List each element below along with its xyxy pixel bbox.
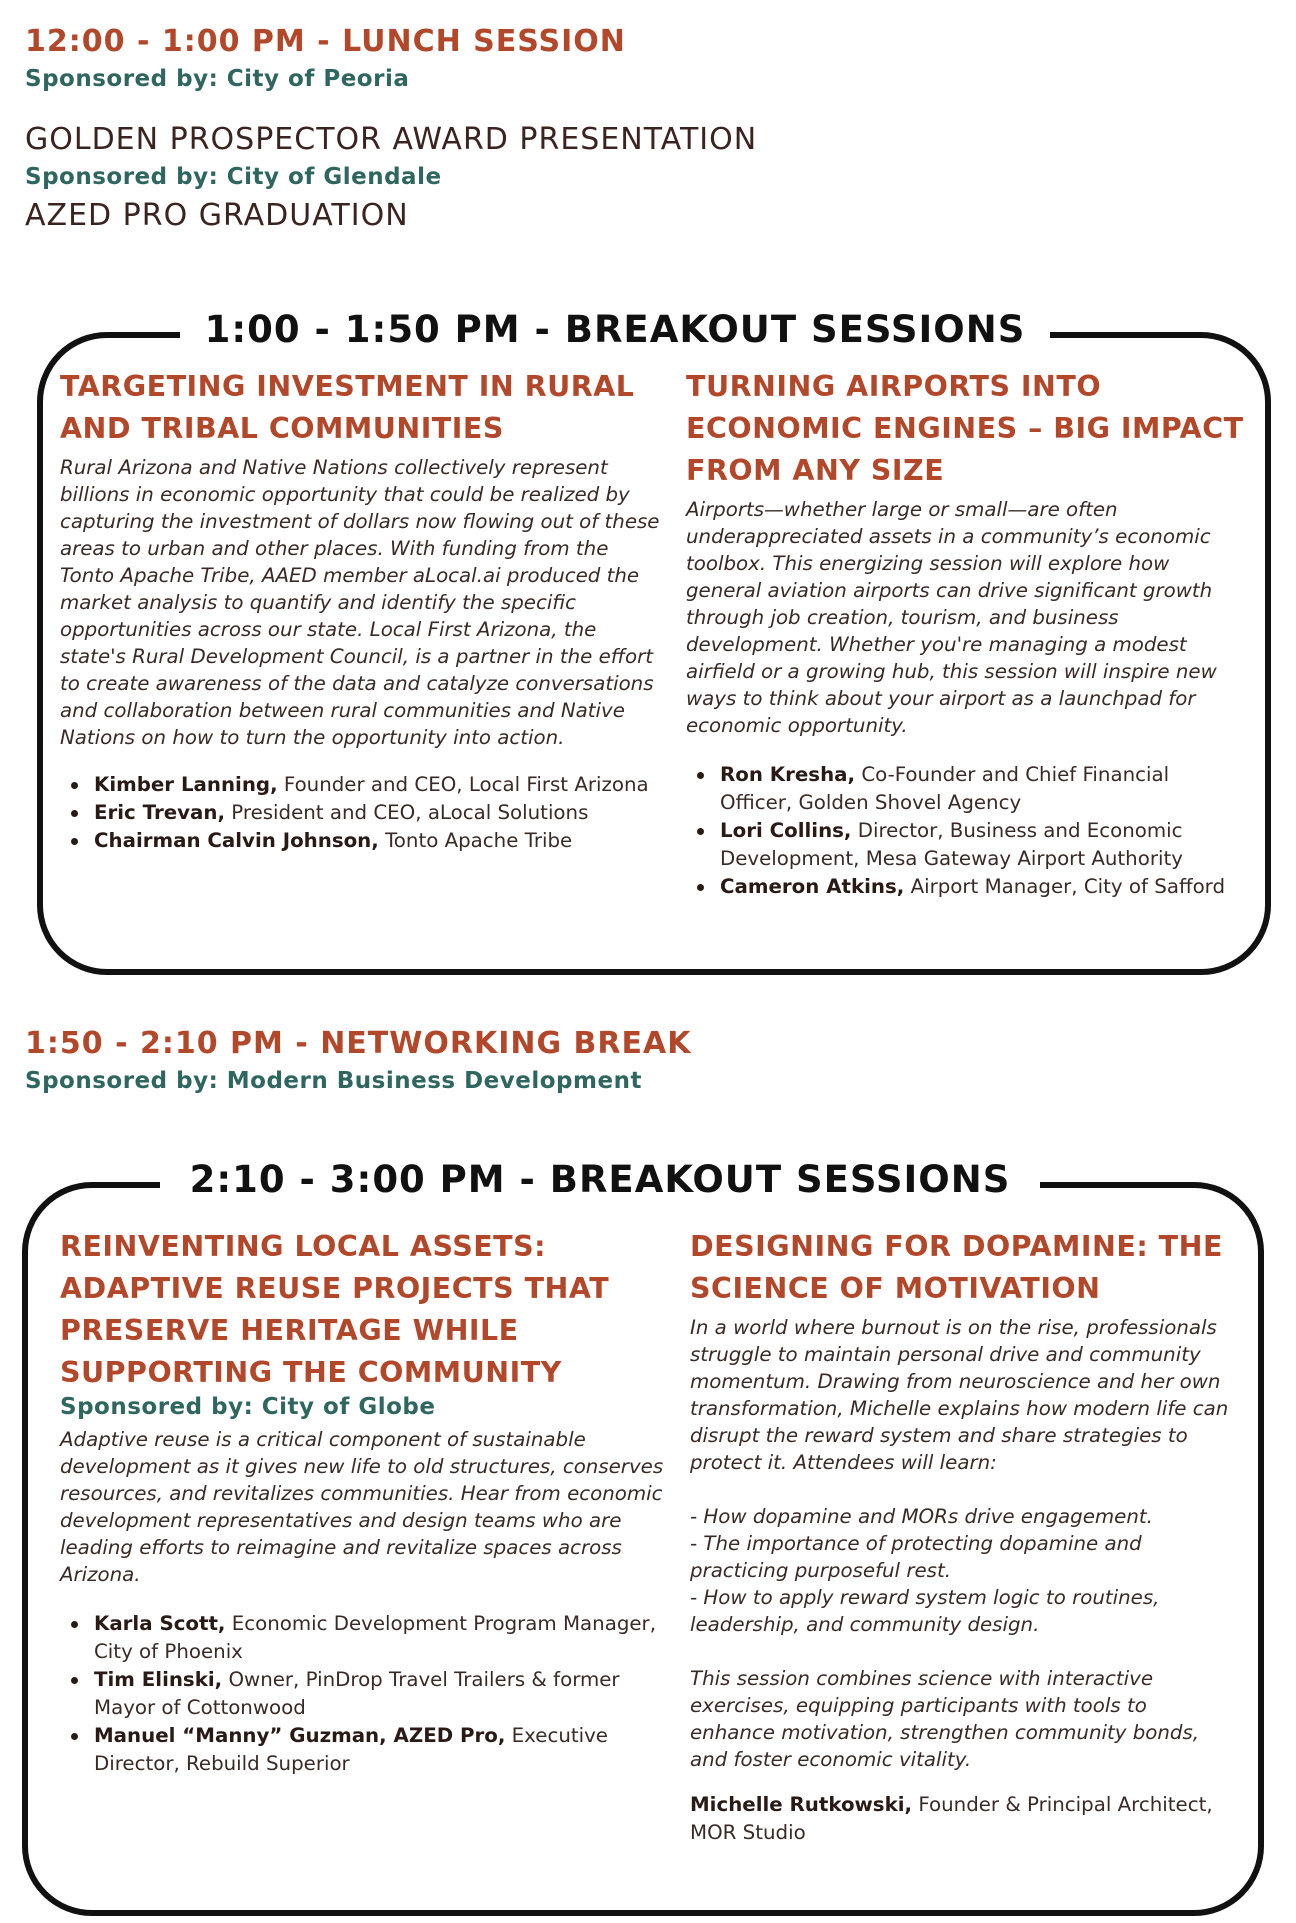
- graduation-title: AZED PRO GRADUATION: [25, 198, 409, 233]
- session-rural-investment: [60, 366, 660, 855]
- networking-time-heading: 1:50 - 2:10 PM - NETWORKING BREAK: [25, 1026, 692, 1061]
- lunch-time-heading: 12:00 - 1:00 PM - LUNCH SESSION: [25, 24, 626, 59]
- speaker-item: Chairman Calvin Johnson, Tonto Apache Tribe: [60, 827, 660, 855]
- session-adaptive-reuse: [60, 1226, 670, 1778]
- speaker-item: Tim Elinski, Owner, PinDrop Travel Trailers & former Mayor of Cottonwood: [60, 1666, 670, 1722]
- session-intro: In a world where burnout is on the rise, professionals struggle to maintain personal drive and community momentum. Drawing from neuroscience and her own transformation, Michelle explains how modern life can disrupt the reward system and share strategies to protect it. Attendees will learn:: [690, 1316, 1229, 1474]
- speaker-list: [60, 771, 660, 855]
- speaker-item: Kimber Lanning, Founder and CEO, Local First Arizona: [60, 771, 660, 799]
- breakout-2-title: 2:10 - 3:00 PM - BREAKOUT SESSIONS: [160, 1154, 1040, 1206]
- breakout-1-title: 1:00 - 1:50 PM - BREAKOUT SESSIONS: [180, 304, 1050, 356]
- session-description: Airports—whether large or small—are often underappreciated assets in a community’s economic toolbox. This energizing session will explore how general aviation airports can drive significant growth through job creation, tourism, and business development. Whether you're managing a modest airfield or a growing hub, this session will inspire new ways to think about your airport as a launchpad for economic opportunity.: [686, 498, 1217, 737]
- session-title: TURNING AIRPORTS INTO ECONOMIC ENGINES – BIG IMPACT FROM ANY SIZE: [686, 370, 1244, 487]
- award-sponsor: Sponsored by: City of Glendale: [25, 164, 442, 190]
- learning-point: - How dopamine and MORs drive engagement.: [690, 1505, 1153, 1528]
- session-description: Rural Arizona and Native Nations collectively represent billions in economic opportunity that could be realized by capturing the investment of dollars now flowing out of these areas to urban and other places. With funding from the Tonto Apache Tribe, AAED member aLocal.ai produced the market analysis to quantify and identify the specific opportunities across our state. Local First Arizona, the state's Rural Development Council, is a partner in the effort to create awareness of the data and catalyze conversations and collaboration between rural communities and Native Nations on how to turn the opportunity into action.: [60, 456, 660, 749]
- session-sponsor: Sponsored by: City of Globe: [60, 1394, 436, 1420]
- learning-point: - How to apply reward system logic to routines, leadership, and community design.: [690, 1586, 1160, 1636]
- speaker-item: Cameron Atkins, Airport Manager, City of Safford: [686, 873, 1246, 901]
- session-title: TARGETING INVESTMENT IN RURAL AND TRIBAL COMMUNITIES: [60, 370, 635, 445]
- session-speaker: Michelle Rutkowski, Founder & Principal Architect, MOR Studio: [690, 1793, 1213, 1844]
- learning-point: - The importance of protecting dopamine and practicing purposeful rest.: [690, 1532, 1142, 1582]
- speaker-item: Manuel “Manny” Guzman, AZED Pro, Executive Director, Rebuild Superior: [60, 1722, 670, 1778]
- speaker-list: [686, 761, 1246, 901]
- session-title: REINVENTING LOCAL ASSETS: ADAPTIVE REUSE PROJECTS THAT PRESERVE HERITAGE WHILE SUPPORTING THE COMMUNITY: [60, 1230, 610, 1389]
- speaker-item: Karla Scott, Economic Development Program Manager, City of Phoenix: [60, 1610, 670, 1666]
- session-dopamine: [690, 1226, 1230, 1847]
- speaker-item: Eric Trevan, President and CEO, aLocal Solutions: [60, 799, 660, 827]
- award-title: GOLDEN PROSPECTOR AWARD PRESENTATION: [25, 122, 758, 157]
- speaker-item: Ron Kresha, Co-Founder and Chief Financial Officer, Golden Shovel Agency: [686, 761, 1246, 817]
- session-description: Adaptive reuse is a critical component of sustainable development as it gives new life to old structures, conserves resources, and revitalizes communities. Hear from economic development representatives and design teams who are leading efforts to reimagine and revitalize spaces across Arizona.: [60, 1428, 664, 1586]
- speaker-list: [60, 1610, 670, 1778]
- session-title: DESIGNING FOR DOPAMINE: THE SCIENCE OF MOTIVATION: [690, 1230, 1223, 1305]
- session-closing: This session combines science with interactive exercises, equipping participants with tools to enhance motivation, strengthen community bonds, and foster economic vitality.: [690, 1667, 1200, 1771]
- speaker-item: Lori Collins, Director, Business and Economic Development, Mesa Gateway Airport Authority: [686, 817, 1246, 873]
- networking-sponsor: Sponsored by: Modern Business Development: [25, 1068, 642, 1094]
- lunch-sponsor: Sponsored by: City of Peoria: [25, 66, 410, 92]
- session-airports: [686, 366, 1246, 901]
